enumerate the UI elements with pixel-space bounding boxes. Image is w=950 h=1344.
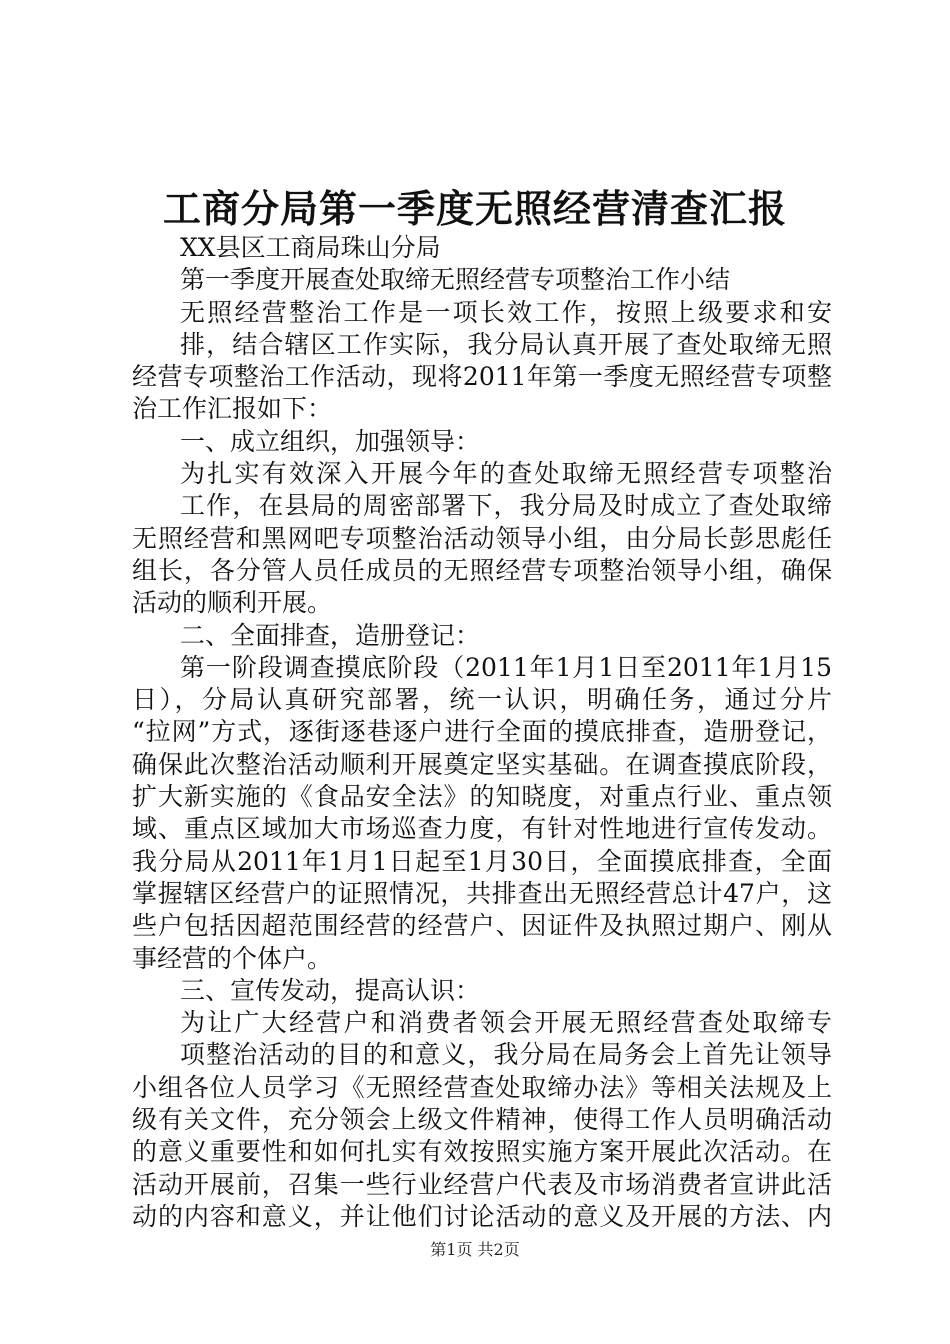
text-line: 第一阶段调查摸底阶段（2011年1月1日至2011年1月15 bbox=[180, 652, 832, 682]
text-line: 项整治活动的目的和意义，我分局在局务会上首先让领导 bbox=[180, 1040, 832, 1070]
text-line: 经营专项整治工作活动，现将2011年第一季度无照经营专项整 bbox=[132, 362, 832, 392]
document-body bbox=[132, 232, 832, 1233]
text-line: 日），分局认真研究部署，统一认识，明确任务，通过分片 bbox=[132, 685, 832, 715]
text-line: 扩大新实施的《食品安全法》的知晓度，对重点行业、重点领 bbox=[132, 782, 832, 812]
text-line: “拉网”方式，逐街逐巷逐户进行全面的摸底排查，造册登记， bbox=[132, 717, 832, 747]
text-line: 治工作汇报如下： bbox=[132, 394, 333, 424]
text-line: 组长，各分管人员任成员的无照经营专项整治领导小组，确保 bbox=[132, 555, 832, 585]
text-line: 些户包括因超范围经营的经营户、因证件及执照过期户、刚从 bbox=[132, 911, 832, 941]
text-line: 无照经营整治工作是一项长效工作，按照上级要求和安 bbox=[180, 297, 832, 327]
section-heading: 一、成立组织，加强领导： bbox=[180, 426, 481, 456]
text-line: 域、重点区域加大市场巡查力度，有针对性地进行宣传发动。 bbox=[132, 814, 832, 844]
text-line: 我分局从2011年1月1日起至1月30日，全面摸底排查，全面 bbox=[132, 846, 832, 876]
text-line: 确保此次整治活动顺利开展奠定坚实基础。在调查摸底阶段， bbox=[132, 749, 832, 779]
text-line: 小组各位人员学习《无照经营查处取缔办法》等相关法规及上 bbox=[132, 1072, 832, 1102]
text-line: 活动的顺利开展。 bbox=[132, 588, 333, 618]
section-heading: 二、全面排查，造册登记： bbox=[180, 620, 481, 650]
text-line: 级有关文件，充分领会上级文件精神，使得工作人员明确活动 bbox=[132, 1105, 832, 1135]
text-line: 为让广大经营户和消费者领会开展无照经营查处取缔专 bbox=[180, 1008, 832, 1038]
text-line: 第一季度开展查处取缔无照经营专项整治工作小结 bbox=[180, 265, 731, 295]
text-line: 动的内容和意义，并让他们讨论活动的意义及开展的方法、内 bbox=[132, 1201, 832, 1231]
text-line: 工作，在县局的周密部署下，我分局及时成立了查处取缔 bbox=[180, 491, 832, 521]
text-line: XX县区工商局珠山分局 bbox=[180, 233, 441, 262]
text-line: 活动开展前，召集一些行业经营户代表及市场消费者宣讲此活 bbox=[132, 1169, 832, 1199]
text-line: 为扎实有效深入开展今年的查处取缔无照经营专项整治 bbox=[180, 459, 832, 489]
text-line: 的意义重要性和如何扎实有效按照实施方案开展此次活动。在 bbox=[132, 1137, 832, 1167]
section-heading: 三、宣传发动，提高认识： bbox=[180, 975, 481, 1005]
text-line: 排，结合辖区工作实际，我分局认真开展了查处取缔无照 bbox=[180, 329, 832, 359]
text-line: 无照经营和黑网吧专项整治活动领导小组，由分局长彭思彪任 bbox=[132, 523, 832, 553]
page-number-footer: 第1页 共2页 bbox=[430, 1240, 520, 1259]
text-line: 掌握辖区经营户的证照情况，共排查出无照经营总计47户，这 bbox=[132, 878, 832, 908]
document-title: 工商分局第一季度无照经营清查汇报 bbox=[162, 186, 787, 231]
text-line: 事经营的个体户。 bbox=[132, 943, 333, 973]
